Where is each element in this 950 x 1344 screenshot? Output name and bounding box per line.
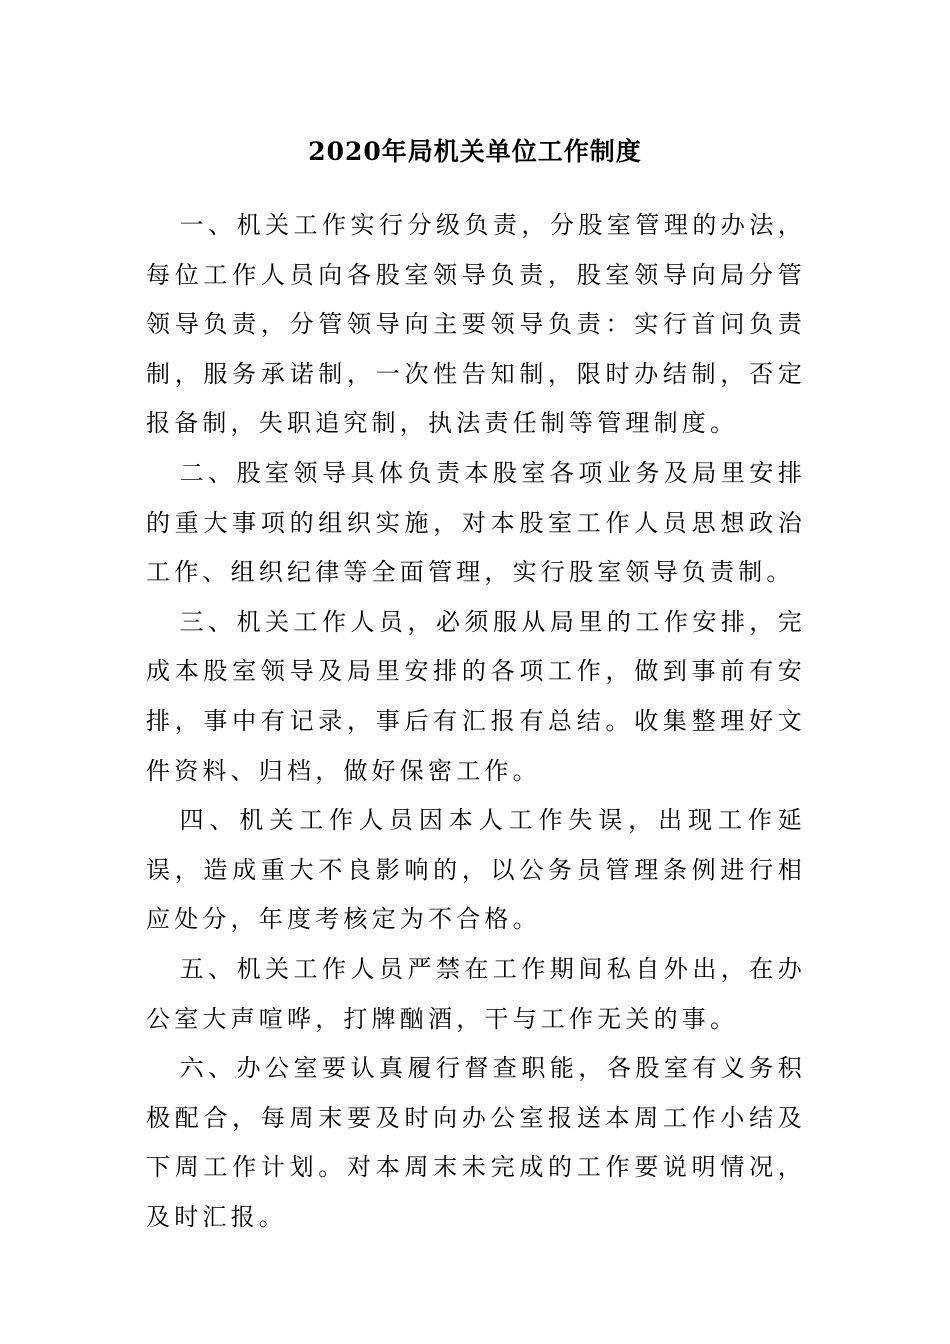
paragraph-6: 六、办公室要认真履行督查职能，各股室有义务积极配合，每周末要及时向办公室报送本周工作小结及下周工作计划。对本周末未完成的工作要说明情况，及时汇报。: [146, 1054, 806, 1231]
paragraph-5: 五、机关工作人员严禁在工作期间私自外出，在办公室大声喧哗，打牌酗酒，干与工作无关的事。: [146, 954, 806, 1033]
document-body: [146, 201, 806, 1242]
paragraph-2: 二、股室领导具体负责本股室各项业务及局里安排的重大事项的组织实施，对本股室工作人员思想政治工作、组织纪律等全面管理，实行股室领导负责制。: [146, 458, 806, 587]
document-title: 2020年局机关单位工作制度: [308, 137, 642, 166]
paragraph-1: 一、机关工作实行分级负责，分股室管理的办法，每位工作人员向各股室领导负责，股室领导向局分管领导负责，分管领导向主要领导负责：实行首问负责制，服务承诺制，一次性告知制，限时办结制，否定报备制，失职追究制，执法责任制等管理制度。: [146, 211, 806, 438]
paragraph-3: 三、机关工作人员，必须服从局里的工作安排，完成本股室领导及局里安排的各项工作，做到事前有安排，事中有记录，事后有汇报有总结。收集整理好文件资料、归档，做好保密工作。: [146, 607, 806, 785]
paragraph-4: 四、机关工作人员因本人工作失误，出现工作延误，造成重大不良影响的，以公务员管理条例进行相应处分，年度考核定为不合格。: [146, 806, 806, 934]
